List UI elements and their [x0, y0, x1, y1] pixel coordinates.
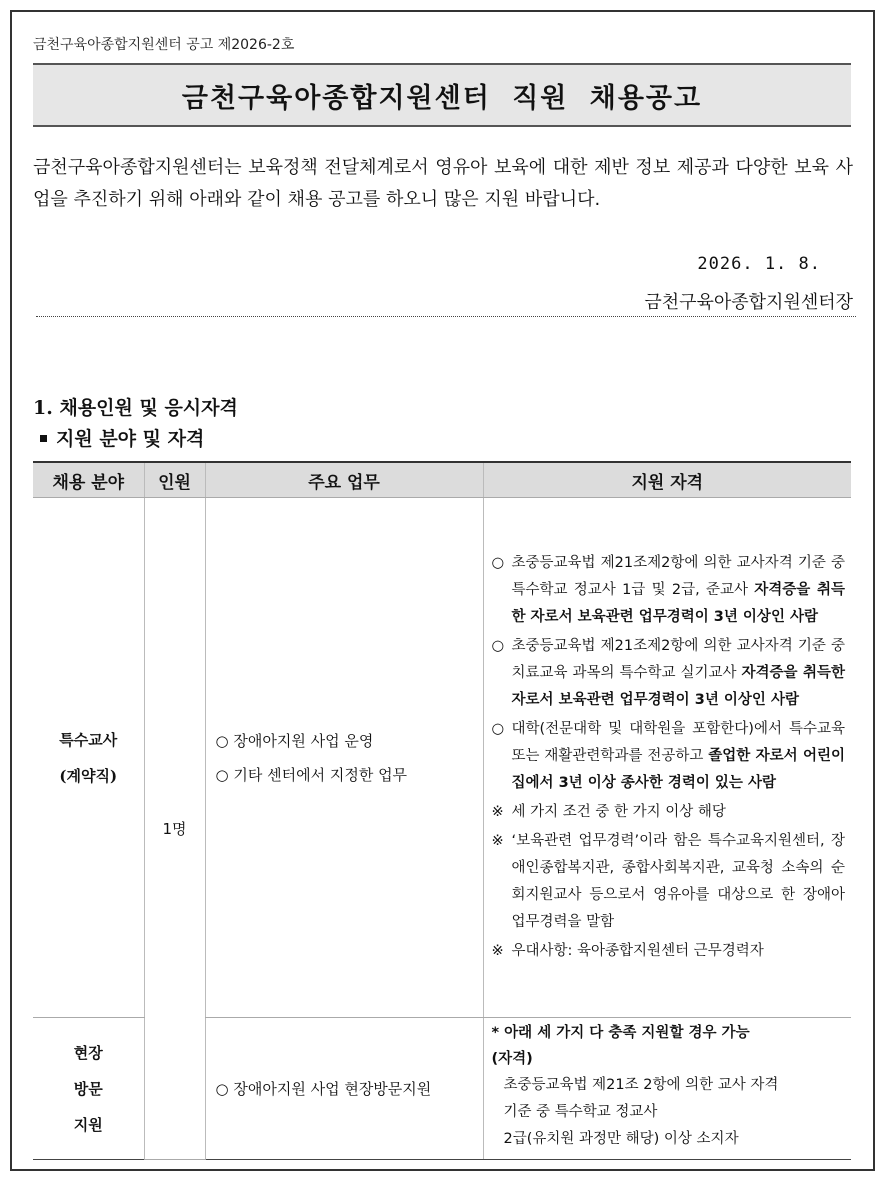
notice-date: 2026. 1. 8. [697, 254, 821, 274]
dotted-divider [36, 316, 856, 317]
duty-item: ○ 기타 센터에서 지정한 업무 [215, 765, 408, 784]
field-name-line: 지원 [73, 1115, 103, 1134]
issuing-organization: 금천구육아종합지원센터장 [644, 292, 853, 313]
qualification-emphasis: 자격증을 취득한 자로서 보육관련 업무경력이 3년 이상인 사람 [511, 665, 845, 708]
qualification-item [492, 633, 846, 714]
page-title: 금천구육아종합지원센터 직원 채용공고 [181, 82, 703, 114]
qualification-note [492, 799, 846, 826]
square-bullet-icon [40, 435, 47, 442]
notice-number: 금천구육아종합지원센터 공고 제2026-2호 [33, 37, 295, 53]
qualification-note [492, 938, 846, 965]
people-count-cell [144, 498, 205, 1160]
qualification-text: 초중등교육법 제21조제2항에 의한 교사자격 기준 중 치료교육 과목의 특수학교 실기교사 [511, 638, 845, 681]
field-cell-special-teacher [33, 498, 144, 1018]
table-header-row [33, 462, 851, 498]
reference-mark-icon: ※ [491, 833, 504, 849]
qualification-emphasis: 졸업한 자로서 어린이집에서 3년 이상 종사한 경력이 있는 사람 [511, 748, 845, 791]
header-qualifications: 지원 자격 [483, 462, 851, 498]
qualification-line: 기준 중 특수학교 정교사 [503, 1104, 658, 1120]
field-name-line: 방문 [73, 1079, 103, 1098]
people-count: 1명 [162, 820, 187, 838]
qualification-text: 세 가지 조건 중 한 가지 이상 해당 [511, 804, 726, 820]
header-people: 인원 [144, 462, 205, 498]
qualification-text: 초중등교육법 제21조제2항에 의한 교사자격 기준 중 특수학교 정교사 1급 및 2급, 준교사 [511, 555, 845, 598]
qualification-line: 2급(유치원 과정만 해당) 이상 소지자 [503, 1131, 739, 1147]
field-name-line: (계약직) [59, 766, 118, 785]
reference-mark-icon: ※ [491, 943, 504, 959]
qualifications-cell [483, 1018, 851, 1160]
section-subtitle-text: 지원 분야 및 자격 [56, 428, 205, 450]
intro-paragraph: 금천구육아종합지원센터는 보육정책 전달체계로서 영유아 보육에 대한 제반 정보 제공과 다양한 보육 사업을 추진하기 위해 아래와 같이 채용 공고를 하오니 많은 지원 바랍니다. [33, 157, 853, 210]
duty-item: ○ 장애아지원 사업 운영 [215, 731, 374, 750]
section-title: 1. 채용인원 및 응시자격 [33, 397, 238, 419]
qualification-text: 대학(전문대학 및 대학원을 포함한다)에서 특수교육 또는 재활관련학과를 전공하고 [511, 721, 845, 764]
field-name-line: 특수교사 [59, 730, 118, 749]
recruitment-table [33, 461, 851, 1160]
field-name-line: 현장 [73, 1043, 103, 1062]
circle-bullet-icon: ○ [491, 638, 505, 654]
section-subtitle [40, 424, 204, 451]
title-banner [33, 63, 851, 127]
qualification-line: 초중등교육법 제21조 2항에 의한 교사 자격 [503, 1077, 779, 1093]
qualification-emphasis: 자격증을 취득한 자로서 보육관련 업무경력이 3년 이상인 사람 [511, 582, 845, 625]
qualification-text: ‘보육관련 업무경력’이라 함은 특수교육지원센터, 장애인종합복지관, 종합사회복지관, 교육청 소속의 순회지원교사 등으로서 영유아를 대상으로 한 장애아 업무경력을 말함 [511, 833, 845, 930]
header-duties: 주요 업무 [205, 462, 483, 498]
duty-item: ○ 장애아지원 사업 현장방문지원 [215, 1079, 432, 1098]
table-row [33, 498, 851, 1018]
qualification-heading: (자격) [491, 1051, 533, 1067]
qualification-text: 우대사항: 육아종합지원센터 근무경력자 [511, 943, 764, 959]
field-cell-field-visit [33, 1018, 144, 1160]
qualification-note [492, 828, 846, 936]
circle-bullet-icon: ○ [491, 721, 505, 737]
qualification-item [492, 550, 846, 631]
duties-cell [205, 498, 483, 1018]
header-field: 채용 분야 [33, 462, 144, 498]
duties-cell [205, 1018, 483, 1160]
qualification-condition: * 아래 세 가지 다 충족 지원할 경우 가능 [491, 1025, 750, 1041]
qualification-item [492, 716, 846, 797]
qualifications-cell [483, 498, 851, 1018]
reference-mark-icon: ※ [491, 804, 504, 820]
circle-bullet-icon: ○ [491, 555, 505, 571]
